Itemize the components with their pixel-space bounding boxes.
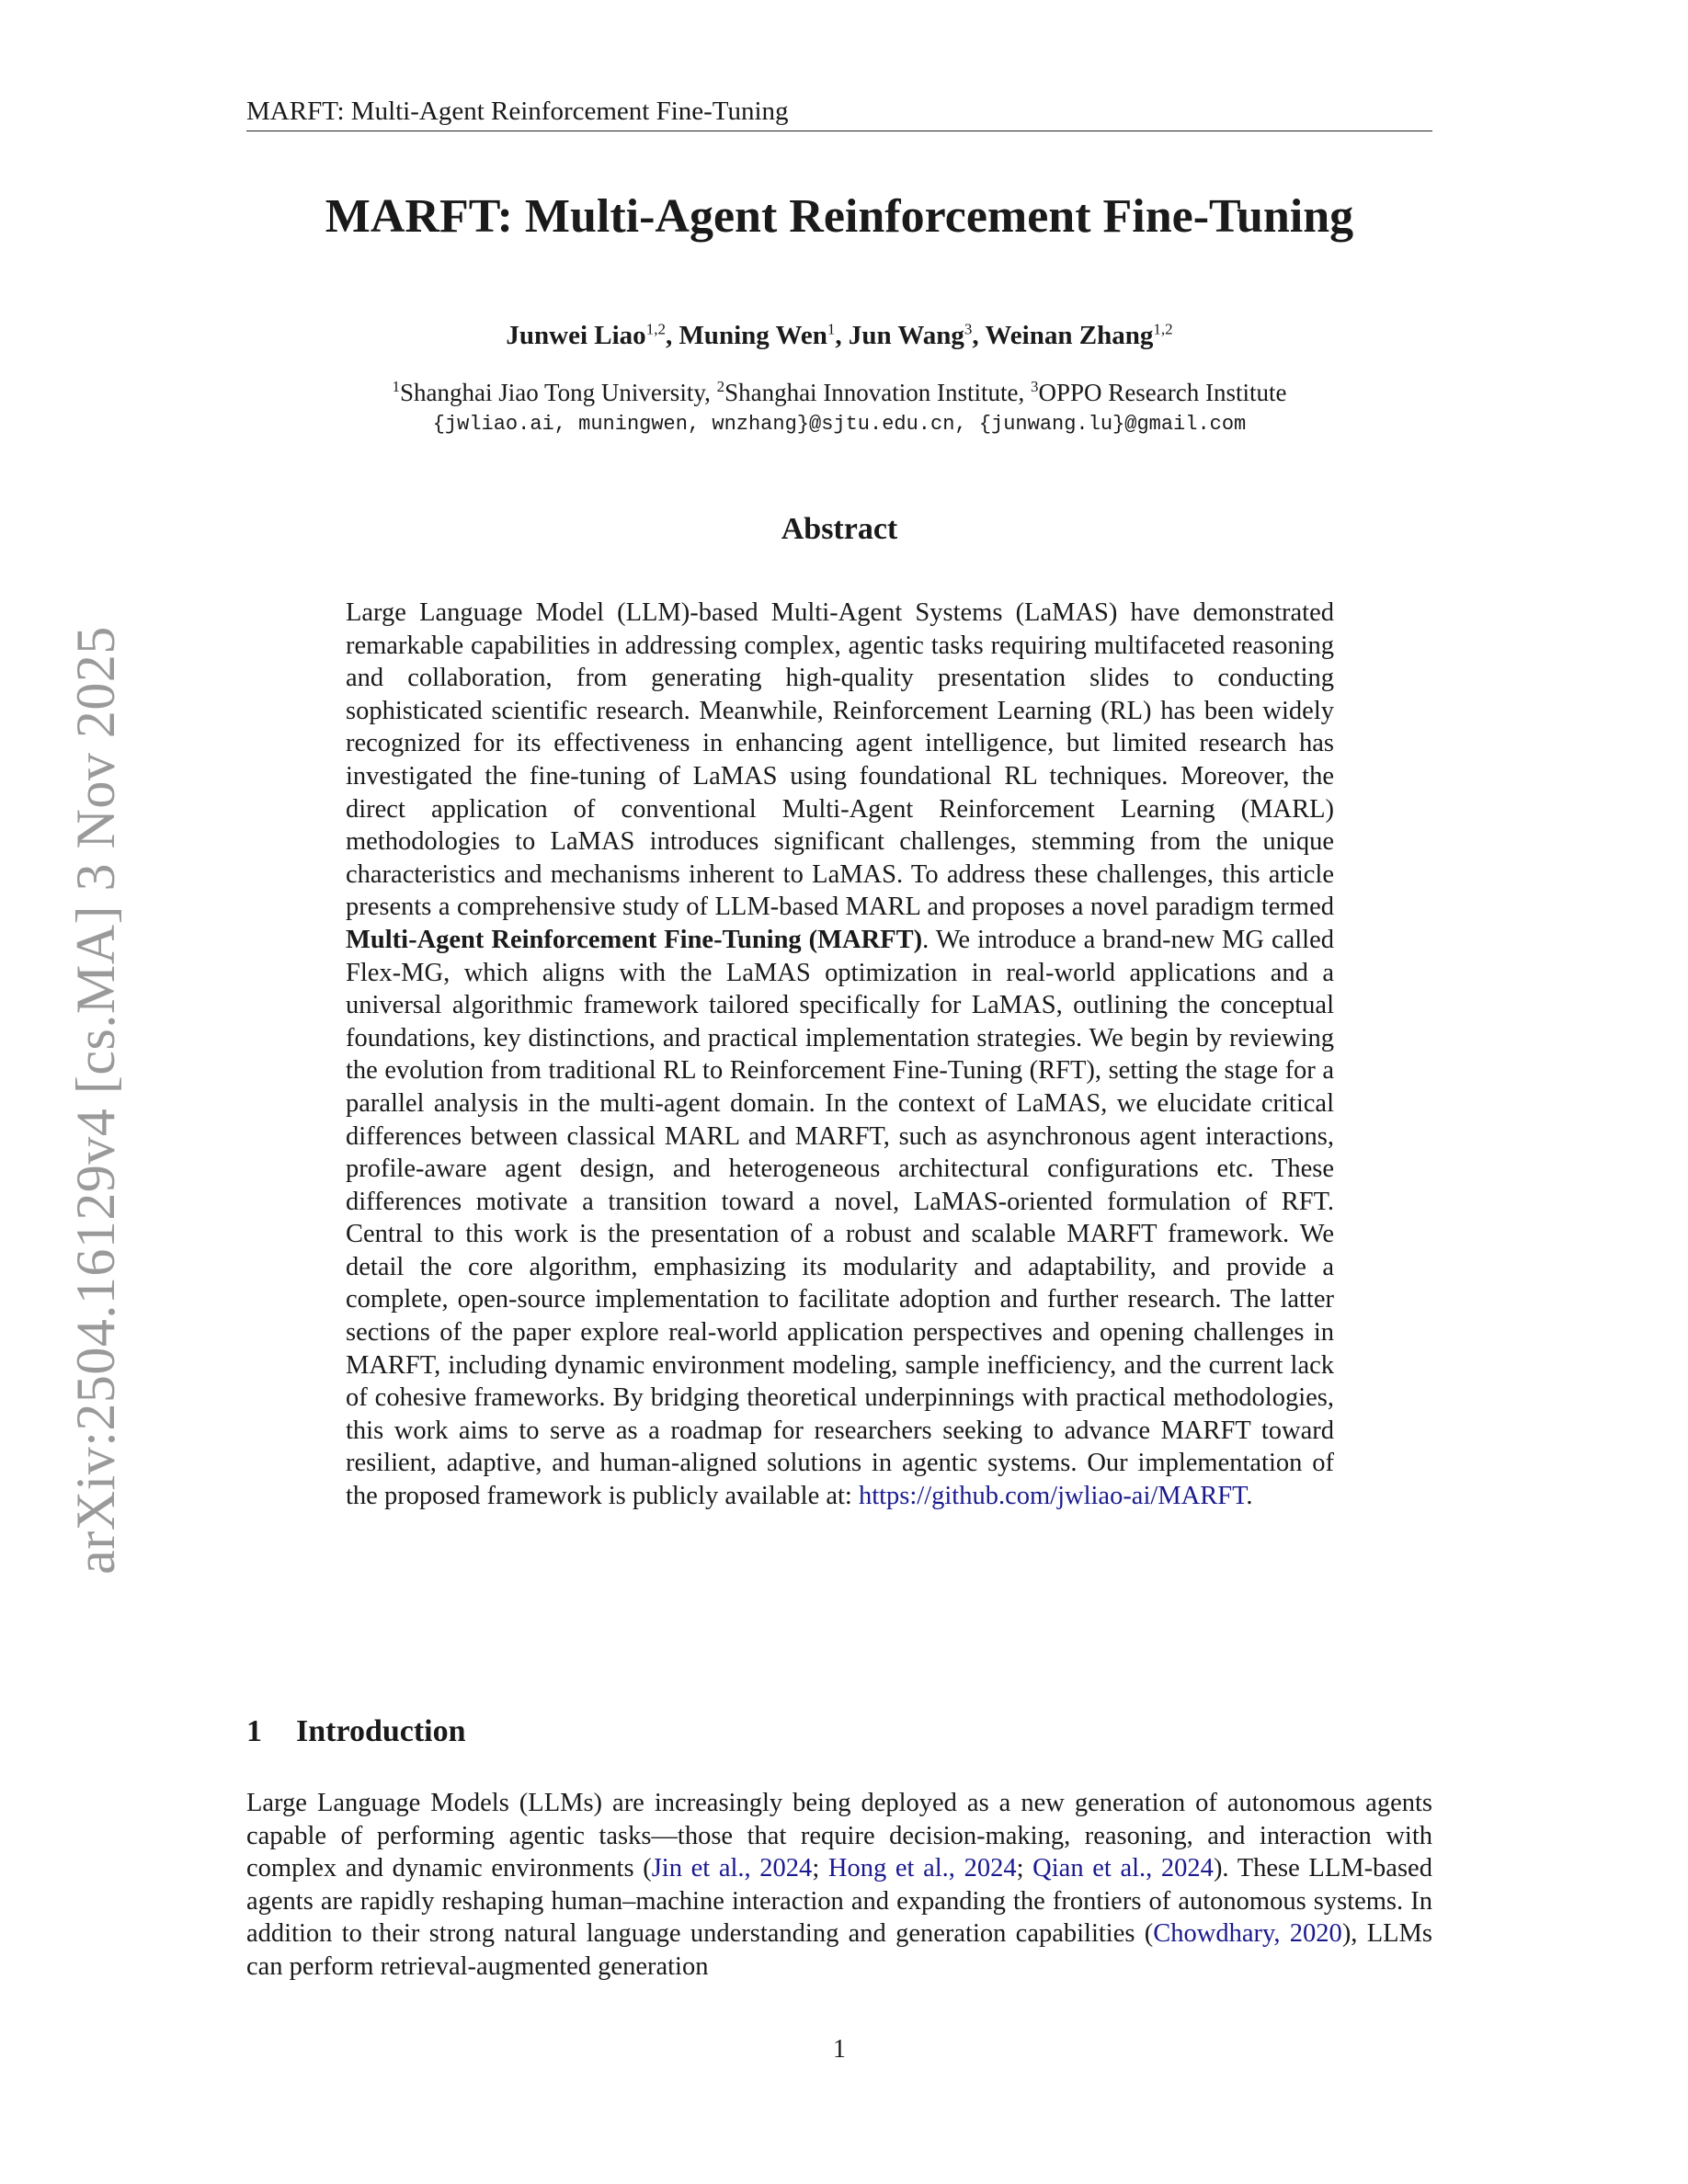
- github-link[interactable]: https://github.com/jwliao-ai/MARFT: [858, 1482, 1247, 1511]
- citation-link[interactable]: Hong et al., 2024: [827, 1854, 1017, 1883]
- section-number: 1: [246, 1714, 262, 1748]
- running-head: MARFT: Multi-Agent Reinforcement Fine-Tuning: [246, 96, 1432, 131]
- section-title: Introduction: [296, 1714, 466, 1748]
- paper-title: MARFT: Multi-Agent Reinforcement Fine-Tuning: [325, 190, 1354, 243]
- abstract-body: Large Language Model (LLM)-based Multi-Agent Systems (LaMAS) have demonstrated remarkable capabilities in addressing complex, agentic tasks requiring multifaceted reasoning and collaboration, from generating high-quality presentation slides to conducting sophisticated scientific research. Meanwhile, Reinforcement Learning (RL) has been widely recognized for its effectiveness in enhancing agent intelligence, but limited research has investigated the fine-tuning of LaMAS using foundational RL techniques. Moreover, the direct application of conventional Multi-Agent Reinforcement Learning (MARL) methodologies to LaMAS introduces significant challenges, stemming from the unique characteristics and mechanisms inherent to LaMAS. To address these challenges, this article presents a comprehensive study of LLM-based MARL and proposes a novel paradigm termed Multi-Agent Reinforcement Fine-Tuning (MARFT). We introduce a brand-new MG called Flex-MG, which aligns with the LaMAS optimization in real-world applications and a universal algorithmic framework tailored specifically for LaMAS, outlining the conceptual foundations, key distinctions, and practical implementation strategies. We begin by reviewing the evolution from traditional RL to Reinforcement Fine-Tuning (RFT), setting the stage for a parallel analysis in the multi-agent domain. In the context of LaMAS, we elucidate critical differences between classical MARL and MARFT, such as asynchronous agent interactions, profile-aware agent design, and heterogeneous architectural configurations etc. These differences motivate a transition toward a novel, LaMAS-oriented formulation of RFT. Central to this work is the presentation of a robust and scalable MARFT framework. We detail the core algorithm, emphasizing its modularity and adaptability, and provide a complete, open-source implementation to facilitate adoption and further research. The latter sections of the paper explore real-world application perspectives and opening challenges in MARFT, including dynamic environment modeling, sample inefficiency, and the current lack of cohesive frameworks. By bridging theoretical underpinnings with practical methodologies, this work aims to serve as a roadmap for researchers seeking to advance MARFT toward resilient, adaptive, and human-aligned solutions in agentic systems. Our implementation of the proposed framework is publicly available at: https://github.com/jwliao-ai/MARFT.: [346, 598, 1334, 1511]
- citation-link[interactable]: Jin et al., 2024: [651, 1854, 813, 1883]
- marft-term: Multi-Agent Reinforcement Fine-Tuning (MARFT): [346, 925, 923, 954]
- author-emails: {jwliao.ai, muningwen, wnzhang}@sjtu.edu.cn, {junwang.lu}@gmail.com: [432, 413, 1247, 436]
- affiliation: $^1$Shanghai Jiao Tong University,: [392, 378, 717, 406]
- affiliation: $^2$Shanghai Innovation Institute,: [716, 378, 1032, 406]
- author: Weinan Zhang$^{1,2}$: [985, 320, 1173, 350]
- abstract-heading: Abstract: [781, 512, 898, 546]
- citation-link[interactable]: Qian et al., 2024: [1032, 1854, 1214, 1883]
- citation-link[interactable]: Chowdhary, 2020: [1153, 1919, 1342, 1949]
- author: Jun Wang$^3$,: [848, 320, 986, 350]
- affiliations: [246, 377, 1432, 408]
- introduction-paragraph: Large Language Models (LLMs) are increasingly being deployed as a new generation of autonomous agents capable of performing agentic tasks—those that require decision-making, reasoning, and interaction with complex and dynamic environments (Jin et al., 2024; Hong et al., 2024; Qian et al., 2024). These LLM-based agents are rapidly reshaping human–machine interaction and expanding the frontiers of autonomous systems. In addition to their strong natural language understanding and generation capabilities (Chowdhary, 2020), LLMs can perform retrieval-augmented generation: [246, 1789, 1432, 1981]
- section-heading-introduction: [246, 1713, 1432, 1750]
- arxiv-stamp: arXiv:2504.16129v4 [cs.MA] 3 Nov 2025: [65, 626, 126, 1575]
- author: Junwei Liao$^{1,2}$,: [506, 320, 679, 350]
- author-list: [246, 317, 1432, 354]
- affiliation: $^3$OPPO Research Institute: [1031, 378, 1287, 406]
- page-number: 1: [833, 2035, 846, 2064]
- author: Muning Wen$^1$,: [679, 320, 849, 350]
